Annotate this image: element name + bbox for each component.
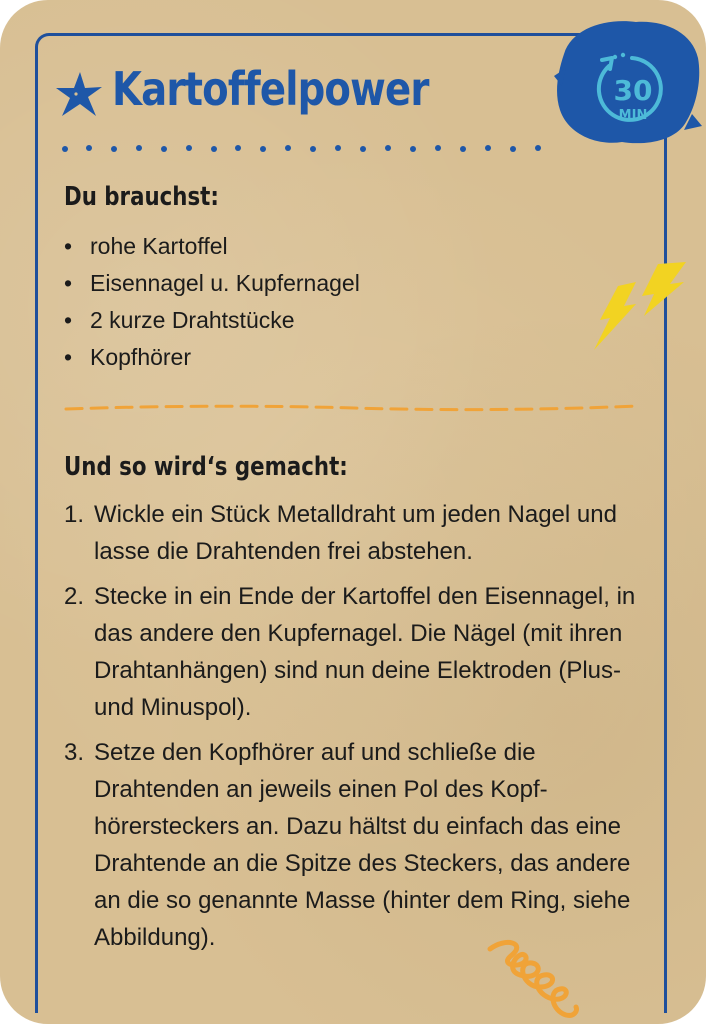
instructions-heading: Und so wird‘s gemacht:: [64, 452, 348, 482]
needs-heading: Du brauchst:: [64, 182, 219, 212]
materials-list: [64, 228, 360, 376]
dotted-divider: [60, 140, 560, 156]
step-item: 3. Setze den Kopfhörer auf und schließe die Drahtenden an jeweils einen Pol des Kopfhörersteckers an. Dazu hältst du einfach das eine Drahtende an die Spitze des Steckers, das andere an die so genannte Masse (hinter dem Ring, siehe Abbildung).: [64, 739, 631, 951]
step-item: 1. Wickle ein Stück Metalldraht um jeden Nagel und lasse die Drahtenden frei abstehen.: [64, 501, 617, 565]
dashed-divider: [64, 398, 640, 418]
star-icon: [54, 70, 104, 120]
steps-list: [64, 496, 654, 964]
timer-unit: MIN: [618, 108, 648, 123]
timer-badge: [552, 14, 702, 150]
step-item: 2. Stecke in ein Ende der Kartoffel den Eisennagel, in das andere den Kupfernagel. Die Nägel (mit ihren Drahtanhängen) sind nun deine Elektroden (Plus- und Minuspol).: [64, 583, 636, 721]
lightning-icon: [590, 262, 690, 352]
card-title: Kartoffelpower: [112, 62, 429, 116]
spring-icon: [482, 935, 582, 1024]
list-item: • Eisennagel u. Kupfernagel: [64, 270, 360, 296]
timer-value: 30: [613, 74, 653, 107]
list-item: • rohe Kartoffel: [64, 233, 228, 259]
list-item: • Kopfhörer: [64, 344, 192, 370]
list-item: • 2 kurze Drahtstücke: [64, 307, 295, 333]
